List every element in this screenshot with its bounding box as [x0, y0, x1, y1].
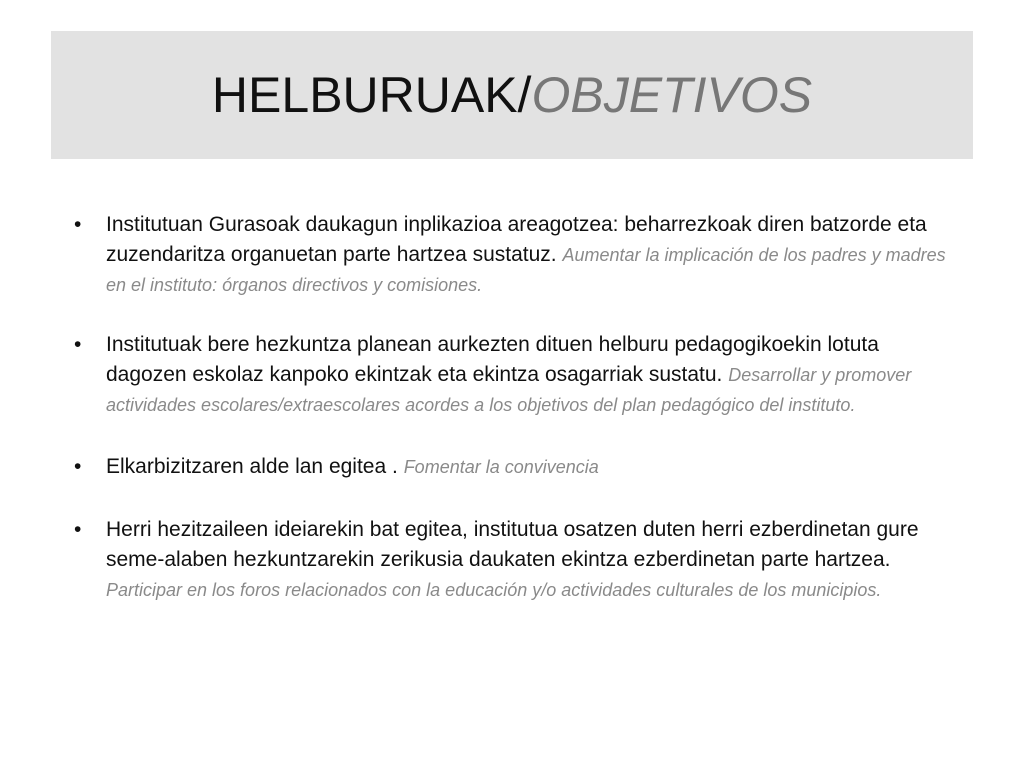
bullet-icon: •: [74, 455, 82, 478]
objective-basque-text: Institutuan Gurasoak daukagun inplikazioa areagotzea: beharrezkoak diren batzorde eta zuzendaritza organuetan parte hartzea sustatuz.: [106, 213, 927, 266]
list-item: [74, 330, 954, 420]
objective-basque-text: Herri hezitzaileen ideiarekin bat egitea, institutua osatzen duten herri ezberdinetan gure seme-alaben hezkuntzarekin zerikusia daukaten ekintza ezberdinetan parte hartzea.: [106, 518, 919, 571]
page-title: [212, 66, 812, 124]
bullet-icon: •: [74, 518, 82, 541]
title-basque: HELBURUAK/: [211, 67, 532, 123]
title-spanish: OBJETIVOS: [531, 67, 813, 123]
list-item: [74, 515, 954, 605]
objective-spanish-text: Fomentar la convivencia: [403, 457, 599, 477]
bullet-icon: •: [74, 333, 82, 356]
objective-spanish-text: Participar en los foros relacionados con la educación y/o actividades culturales de los municipios.: [106, 580, 882, 600]
objective-basque-text: Institutuak bere hezkuntza planean aurkezten dituen helburu pedagogikoekin lotuta dagozen eskolaz kanpoko ekintzak eta ekintza osagarriak sustatu.: [106, 333, 879, 386]
objective-spanish-text: Desarrollar y promover actividades escolares/extraescolares acordes a los objetivos del plan pedagógico del instituto.: [106, 365, 912, 415]
title-band: [51, 31, 973, 159]
bullet-icon: •: [74, 213, 82, 236]
objective-spanish-text: Aumentar la implicación de los padres y madres en el instituto: órganos directivos y comisiones.: [106, 245, 946, 295]
list-item: [74, 452, 954, 482]
objectives-list: [74, 210, 954, 605]
list-item: [74, 210, 954, 300]
objective-basque-text: Elkarbizitzaren alde lan egitea .: [106, 455, 398, 478]
